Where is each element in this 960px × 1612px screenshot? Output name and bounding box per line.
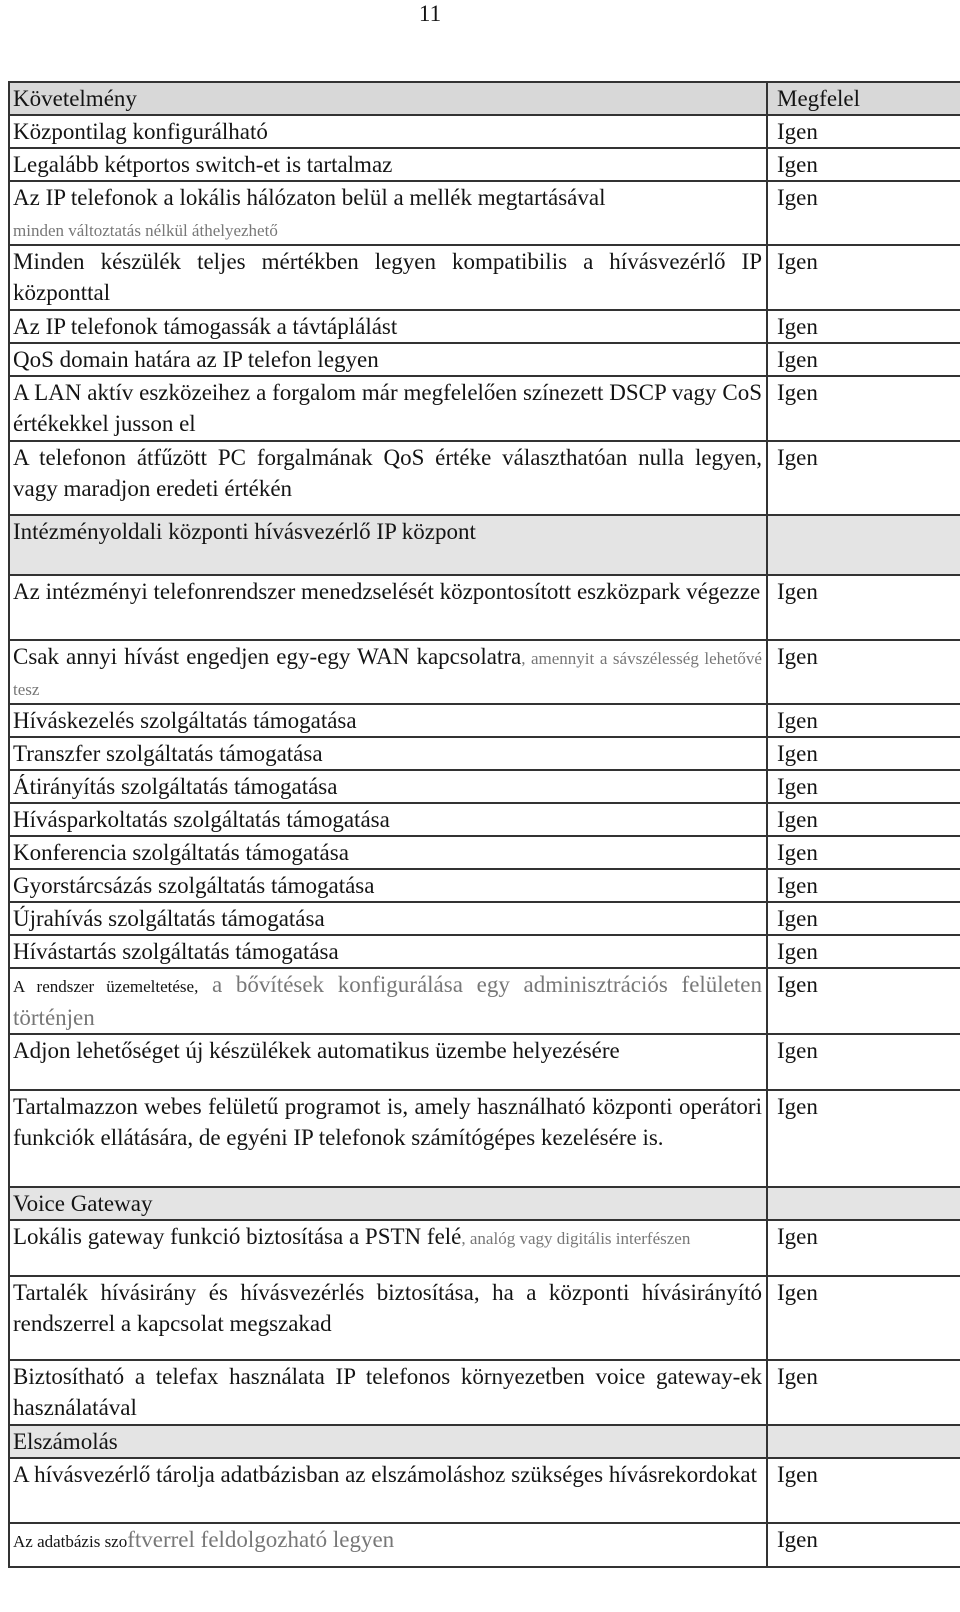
row-compliance: Igen	[767, 376, 960, 441]
requirement-text-small: , amennyit a sávszélesség lehetővé tesz	[13, 649, 762, 699]
row-compliance: Igen	[767, 181, 960, 245]
row-compliance: Igen	[767, 1276, 960, 1360]
table-row	[9, 575, 960, 640]
table-row	[9, 902, 960, 935]
row-compliance: Igen	[767, 1458, 960, 1523]
table-row	[9, 1523, 960, 1567]
table-row	[9, 1090, 960, 1187]
table-row	[9, 1360, 960, 1425]
row-compliance	[767, 1187, 960, 1220]
row-requirement: Transzfer szolgáltatás támogatása	[9, 737, 767, 770]
row-compliance: Igen	[767, 968, 960, 1034]
table-row	[9, 770, 960, 803]
row-compliance: Igen	[767, 1523, 960, 1567]
row-requirement: Központilag konfigurálható	[9, 115, 767, 148]
table-row	[9, 836, 960, 869]
row-compliance: Igen	[767, 343, 960, 376]
requirement-text: Lokális gateway funkció biztosítása a PSTN felé	[13, 1224, 462, 1249]
table-row	[9, 115, 960, 148]
row-requirement	[9, 181, 767, 245]
row-compliance: Igen	[767, 737, 960, 770]
row-compliance: Igen	[767, 935, 960, 968]
row-compliance: Igen	[767, 770, 960, 803]
row-compliance: Igen	[767, 803, 960, 836]
row-compliance: Igen	[767, 704, 960, 737]
requirement-text: a bővítések konfigurálása egy adminisztrációs felületen történjen	[13, 972, 762, 1030]
row-requirement: Hívástartás szolgáltatás támogatása	[9, 935, 767, 968]
row-requirement: A LAN aktív eszközeihez a forgalom már megfelelően színezett DSCP vagy CoS értékekkel jusson el	[9, 376, 767, 441]
row-compliance: Igen	[767, 115, 960, 148]
requirement-text: ftverrel feldolgozható legyen	[127, 1527, 395, 1552]
header-requirement: Követelmény	[9, 82, 767, 115]
section-title: Voice Gateway	[9, 1187, 767, 1220]
row-compliance	[767, 1425, 960, 1458]
row-requirement: Az IP telefonok támogassák a távtáplálást	[9, 310, 767, 343]
requirement-text: Csak annyi hívást engedjen egy-egy WAN kapcsolatra	[13, 644, 522, 669]
table-row	[9, 869, 960, 902]
table-row	[9, 1220, 960, 1276]
row-requirement: Újrahívás szolgáltatás támogatása	[9, 902, 767, 935]
row-compliance: Igen	[767, 836, 960, 869]
table-row	[9, 1034, 960, 1090]
row-compliance: Igen	[767, 575, 960, 640]
row-requirement: Konferencia szolgáltatás támogatása	[9, 836, 767, 869]
header-compliance: Megfelel	[767, 82, 960, 115]
table-row	[9, 803, 960, 836]
row-requirement	[9, 968, 767, 1034]
row-requirement	[9, 640, 767, 704]
row-requirement: A telefonon átfűzött PC forgalmának QoS értéke választhatóan nulla legyen, vagy maradjon eredeti értékén	[9, 441, 767, 515]
row-requirement: QoS domain határa az IP telefon legyen	[9, 343, 767, 376]
row-requirement: Tartalék hívásirány és hívásvezérlés biztosítása, ha a központi hívásirányító rendszerrel a kapcsolat megszakad	[9, 1276, 767, 1360]
section-row	[9, 515, 960, 575]
requirement-text-small: A rendszer üzemeltetése,	[13, 977, 199, 996]
row-requirement: Átirányítás szolgáltatás támogatása	[9, 770, 767, 803]
table-row	[9, 376, 960, 441]
section-title: Intézményoldali központi hívásvezérlő IP központ	[9, 515, 767, 575]
row-requirement: Biztosítható a telefax használata IP telefonos környezetben voice gateway-ek használatával	[9, 1360, 767, 1425]
row-compliance: Igen	[767, 640, 960, 704]
row-requirement: Adjon lehetőséget új készülékek automatikus üzembe helyezésére	[9, 1034, 767, 1090]
row-compliance: Igen	[767, 310, 960, 343]
row-compliance: Igen	[767, 1090, 960, 1187]
row-compliance: Igen	[767, 148, 960, 181]
table-row	[9, 148, 960, 181]
table-row	[9, 968, 960, 1034]
table-row	[9, 181, 960, 245]
row-requirement: Legalább kétportos switch-et is tartalmaz	[9, 148, 767, 181]
row-compliance: Igen	[767, 902, 960, 935]
requirement-text-small: minden változtatás nélkül áthelyezhető	[13, 221, 278, 240]
row-requirement: A hívásvezérlő tárolja adatbázisban az elszámoláshoz szükséges hívásrekordokat	[9, 1458, 767, 1523]
requirement-text-small: Az adatbázis szo	[13, 1532, 128, 1551]
row-requirement	[9, 1523, 767, 1567]
row-compliance: Igen	[767, 869, 960, 902]
section-row	[9, 1425, 960, 1458]
row-requirement	[9, 1220, 767, 1276]
row-requirement: Minden készülék teljes mértékben legyen kompatibilis a hívásvezérlő IP központtal	[9, 245, 767, 310]
row-requirement: Tartalmazzon webes felületű programot is, amely használható központi operátori funkciók ellátására, de egyéni IP telefonok számítógépes kezelésére is.	[9, 1090, 767, 1187]
row-compliance: Igen	[767, 1220, 960, 1276]
page-number: 11	[418, 1, 442, 26]
table-row	[9, 1458, 960, 1523]
table-row	[9, 935, 960, 968]
table-row	[9, 310, 960, 343]
requirement-text: Az IP telefonok a lokális hálózaton belül a mellék megtartásával	[13, 185, 606, 210]
section-row	[9, 1187, 960, 1220]
section-title: Elszámolás	[9, 1425, 767, 1458]
table-row	[9, 245, 960, 310]
table-row	[9, 343, 960, 376]
row-requirement: Híváskezelés szolgáltatás támogatása	[9, 704, 767, 737]
row-compliance: Igen	[767, 1034, 960, 1090]
table-row	[9, 704, 960, 737]
table-row	[9, 441, 960, 515]
row-requirement: Hívásparkoltatás szolgáltatás támogatása	[9, 803, 767, 836]
row-compliance	[767, 515, 960, 575]
requirements-table	[8, 81, 960, 1568]
row-compliance: Igen	[767, 441, 960, 515]
row-requirement: Gyorstárcsázás szolgáltatás támogatása	[9, 869, 767, 902]
requirement-text-small: , analóg vagy digitális interfészen	[461, 1229, 691, 1248]
row-compliance: Igen	[767, 1360, 960, 1425]
table-header-row	[9, 82, 960, 115]
table-row	[9, 1276, 960, 1360]
row-requirement: Az intézményi telefonrendszer menedzselését központosított eszközpark végezze	[9, 575, 767, 640]
row-compliance: Igen	[767, 245, 960, 310]
table-row	[9, 737, 960, 770]
table-row	[9, 640, 960, 704]
